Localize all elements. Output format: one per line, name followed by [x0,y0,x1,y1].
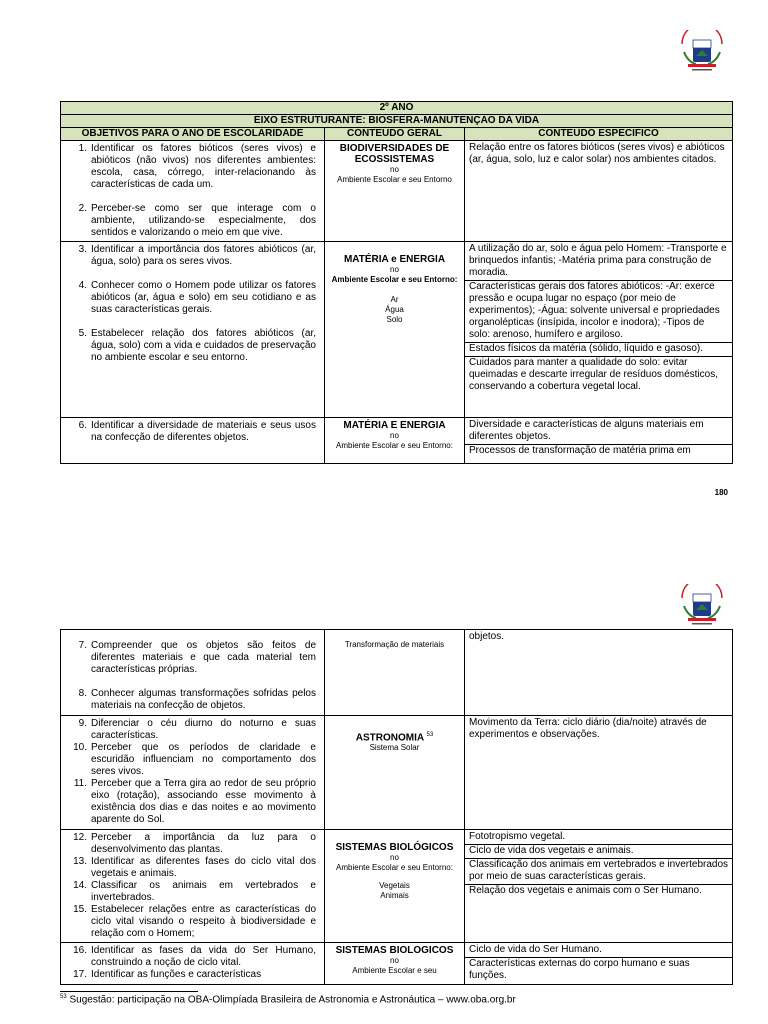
specific-content-cell [465,830,733,943]
objective-item: 5. Estabelecer relação dos fatores abióticos (ar, água, solo) com a vida e cuidados de preservação no ambiente escolar e seu entorno. [78,328,316,363]
table-row [61,630,733,716]
objectives-cell [61,943,325,985]
general-content-item: Animais [380,891,409,900]
general-content-title: ASTRONOMIA $^{53}$ [355,732,434,744]
objectives-cell [61,418,325,464]
general-content-title: BIODIVERSIDADES DE ECOSSISTEMAS [339,143,450,165]
table-row [61,242,733,418]
objective-item: 6. Identificar a diversidade de materiais e seus usos na confecção de diferentes objetos. [78,420,316,443]
specific-item: Processos de transformação de matéria prima em [469,445,691,456]
general-content-sub: no [390,853,399,862]
general-content-item: Solo [386,315,403,324]
grade-row [61,102,733,115]
general-content-title: MATÉRIA e ENERGIA [343,254,446,265]
specific-item: Diversidade e características de alguns materiais em diferentes objetos. [465,419,732,445]
objective-item: 12. Perceber a importância da luz para o desenvolvimento das plantas. [73,832,316,855]
general-content-title: SISTEMAS BIOLÓGICOS [335,842,454,853]
general-content-cell [325,716,465,830]
general-content-sub: no [390,165,399,174]
specific-content-cell [465,242,733,418]
objective-item: 7. Compreender que os objetos são feitos de diferentes materiais e que cada material tem características próprias. [78,640,316,675]
specific-content-cell [465,630,733,716]
col-header-general: CONTEUDO GERAL [325,128,465,141]
general-content-sub: Ambiente Escolar e seu [352,966,437,975]
general-content-cell [325,630,465,716]
col-header-specific: CONTEUDO ESPECIFICO [465,128,733,141]
objective-item: 14. Classificar os animais em vertebrados e invertebrados. [73,880,316,903]
general-content-title: MATÉRIA E ENERGIA [343,420,446,431]
column-headers [61,128,733,141]
specific-item: Características externas do corpo humano e suas funções. [469,958,690,981]
specific-item: Classificação dos animais em vertebrados e invertebrados por meio de suas características gerais. [465,859,732,885]
general-content-cell [325,943,465,985]
objective-item: 16. Identificar as fases da vida do Ser Humano, construindo a noção de ciclo vital. [73,945,316,968]
general-content-item: Vegetais [379,881,410,890]
table-row [61,141,733,242]
general-content-sub: Sistema Solar [369,743,420,753]
specific-content-cell [465,418,733,464]
municipal-coat-of-arms-icon [674,584,730,628]
objective-item: 15. Estabelecer relações entre as características do ciclo vital visando o respeito à biodiversidade e relação com o Homem; [73,904,316,939]
general-content-sub: no [390,956,399,965]
footnote-text: Sugestão: participação na OBA-Olimpíada Brasileira de Astronomia e Astronáutica – www.oba.org.br [69,994,516,1006]
table-row [61,943,733,985]
general-content-sub: Ambiente Escolar e seu Entorno: [331,275,458,284]
general-content-item: Ar [390,295,399,304]
objective-item: 10. Perceber que os períodos de claridade e escuridão influenciam no comportamento dos seres vivos. [73,742,316,777]
curriculum-table-page-2 [60,629,733,985]
objective-item: 9. Diferenciar o céu diurno do noturno e suas características. [78,718,316,741]
page-181 [0,540,768,1024]
objective-item: 17. Identificar as funções e características [73,969,262,980]
footnote-divider [60,991,198,992]
table-row [61,716,733,830]
objective-item: 1. Identificar os fatores bióticos (seres vivos) e abióticos (não vivos) nos diferentes ambientes: escola, casa, córrego, inter-relacionando às características de cada um. [78,143,316,190]
objective-item: 8. Conhecer algumas transformações sofridas pelos materiais na confecção de objetos. [78,688,316,711]
specific-item: Movimento da Terra: ciclo diário (dia/noite) através de experimentos e observações. [469,717,707,740]
objective-item: 11. Perceber que a Terra gira ao redor de seu próprio eixo (rotação), associando esse movimento à existência dos dias e das noites e ao movimento aparente do Sol. [73,778,316,825]
general-content-sub: Ambiente Escolar e seu Entorno: [336,863,453,872]
specific-item: Ciclo de vida dos vegetais e animais. [465,845,732,859]
municipal-coat-of-arms-icon [674,30,730,74]
specific-item: Cuidados para manter a qualidade do solo: evitar queimadas e descarte irregular de resíduos domésticos, conservando a cobertura vegetal local. [469,357,719,392]
general-content-sub: Transformação de materiais [344,640,445,649]
specific-content-cell [465,943,733,985]
specific-item: Fototropismo vegetal. [465,831,732,845]
footnote-ref[interactable]: 53 [426,732,434,738]
specific-item: objetos. [469,631,505,642]
footnote-number: 53 [60,994,67,1000]
specific-content-cell [465,716,733,830]
objectives-cell [61,141,325,242]
axis-row [61,115,733,128]
footnote [60,994,516,1005]
objective-item: 4. Conhecer como o Homem pode utilizar os fatores abióticos (ar, água e solo) em seu cotidiano e as suas características gerais. [78,280,316,315]
objectives-cell [61,830,325,943]
objectives-cell [61,242,325,418]
page-180 [0,0,768,510]
general-content-cell [325,830,465,943]
page-number: 180 [714,488,728,497]
general-content-cell [325,242,465,418]
general-content-cell [325,418,465,464]
general-content-sub: no [390,265,399,274]
general-content-sub: no [390,431,399,440]
objective-item: 2. Perceber-se como ser que interage com o ambiente, utilizando-se especialmente, dos sentidos e valorizando o meio em que vive. [78,203,316,238]
table-row [61,830,733,943]
specific-item: Características gerais dos fatores abióticos: -Ar: exerce pressão e ocupa lugar no espaço (por meio de experimentos); -Água: solvente universal e propriedades organolépticas (insípida, incolor e inodora); -Tipos de solo: arenoso, humífero e argiloso. [465,281,732,343]
specific-item: Relação entre os fatores bióticos (seres vivos) e abióticos (ar, água, solo, luz e calor solar) nos ambientes citados. [469,142,725,165]
specific-item: Ciclo de vida do Ser Humano. [465,944,732,958]
general-content-item: Água [385,305,404,314]
general-content-cell [325,141,465,242]
specific-content-cell [465,141,733,242]
specific-item: Estados físicos da matéria (sólido, líquido e gasoso). [465,343,732,357]
axis-title: EIXO ESTRUTURANTE: BIOSFERA-MANUTENÇAO DA VIDA [61,115,733,128]
objective-item: 13. Identificar as diferentes fases do ciclo vital dos vegetais e animais. [73,856,316,879]
table-row [61,418,733,464]
specific-item: Relação dos vegetais e animais com o Ser Humano. [469,885,702,896]
objective-item: 3. Identificar a importância dos fatores abióticos (ar, água, solo) para os seres vivos. [78,244,316,267]
curriculum-table-page-1 [60,101,733,464]
objectives-cell [61,716,325,830]
objectives-cell [61,630,325,716]
general-content-sub: Ambiente Escolar e seu Entorno [337,175,452,184]
specific-item: A utilização do ar, solo e água pelo Homem: -Transporte e brinquedos infantis; -Matéria prima para construção de moradia. [465,243,732,281]
general-content-title: SISTEMAS BIOLOGICOS [335,945,454,956]
grade-title: 2º ANO [61,102,733,115]
col-header-objectives: OBJETIVOS PARA O ANO DE ESCOLARIDADE [61,128,325,141]
general-content-sub: Ambiente Escolar e seu Entorno: [336,441,453,450]
